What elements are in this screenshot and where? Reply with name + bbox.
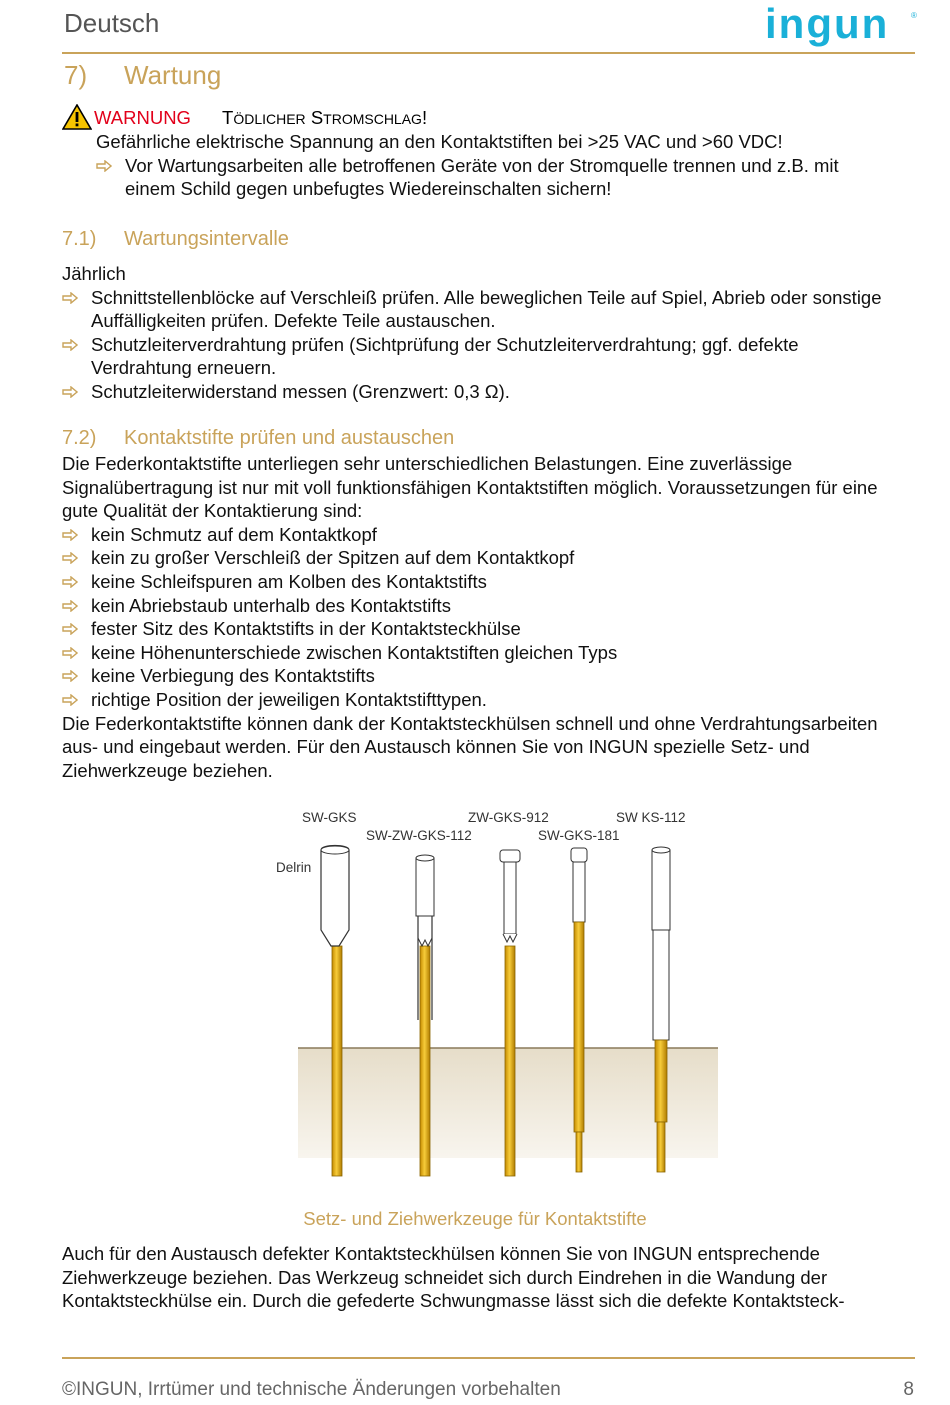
intro-paragraph: Die Federkontaktstifte unterliegen sehr unterschiedlichen Belastungen. Eine zuverlässige Signalübertragung ist nur mit voll funktionsfähigen Kontaktstiften möglich. Voraussetzungen für eine gute Qualität der Kontaktierung sind: bbox=[62, 453, 878, 522]
arrow-right-icon bbox=[62, 694, 78, 706]
figure-caption: Setz- und Ziehwerkzeuge für Kontaktstifte bbox=[303, 1208, 647, 1229]
label-sw-gks-181: SW-GKS-181 bbox=[538, 828, 620, 843]
section-title: Kontaktstifte prüfen und austauschen bbox=[124, 427, 455, 449]
section-7-2-heading bbox=[62, 427, 454, 450]
section-number: 7) bbox=[64, 60, 88, 90]
warning-instruction bbox=[96, 154, 916, 201]
footer-copyright: ©INGUN, Irrtümer und technische Änderungen vorbehalten bbox=[62, 1379, 561, 1400]
section-7-2-body bbox=[62, 452, 910, 782]
arrow-right-icon bbox=[62, 647, 78, 659]
arrow-right-icon bbox=[96, 160, 112, 172]
header-rule bbox=[62, 52, 915, 54]
list-item: kein Schmutz auf dem Kontaktkopf bbox=[62, 523, 910, 547]
section-number: 7.2) bbox=[62, 427, 97, 449]
section-7-heading bbox=[64, 60, 221, 91]
warning-text bbox=[96, 130, 916, 201]
arrow-right-icon bbox=[62, 576, 78, 588]
arrow-right-icon bbox=[62, 600, 78, 612]
section-7-1-body bbox=[62, 262, 902, 404]
svg-text:ingun: ingun bbox=[765, 4, 890, 47]
list-item: keine Schleifspuren am Kolben des Kontaktstifts bbox=[62, 570, 910, 594]
list-item: keine Höhenunterschiede zwischen Kontaktstiften gleichen Typs bbox=[62, 641, 910, 665]
closing-paragraph: Auch für den Austausch defekter Kontaktsteckhülsen können Sie von INGUN entsprechende Ziehwerkzeuge beziehen. Das Werkzeug schneidet sich durch Eindrehen in die Wandung der Kontaktsteckhülse ein. Durch die gefederte Schwungmasse lässt sich die defekte Kontaktsteck- bbox=[62, 1243, 845, 1312]
quality-list bbox=[62, 523, 910, 712]
warning-triangle-icon bbox=[62, 104, 92, 130]
warning-instruction-line2: einem Schild gegen unbefugtes Wiedereinschalten sichern! bbox=[125, 178, 612, 200]
interval-label: Jährlich bbox=[62, 263, 126, 284]
list-item: richtige Position der jeweiligen Kontaktstifttypen. bbox=[62, 688, 910, 712]
arrow-right-icon bbox=[62, 529, 78, 541]
tools-illustration bbox=[260, 808, 720, 1188]
page-number: 8 bbox=[903, 1379, 914, 1400]
section-title: Wartung bbox=[124, 60, 222, 90]
label-zw-gks-912: ZW-GKS-912 bbox=[468, 810, 549, 825]
warning-heading-end: ! bbox=[421, 107, 428, 128]
warning-heading-small1: ÖDLICHER bbox=[233, 111, 306, 127]
arrow-right-icon bbox=[62, 292, 78, 304]
warning-heading bbox=[222, 106, 427, 131]
arrow-right-icon bbox=[62, 623, 78, 635]
warning-heading-cap2: S bbox=[310, 107, 324, 128]
list-item: kein zu großer Verschleiß der Spitzen auf dem Kontaktkopf bbox=[62, 546, 910, 570]
label-sw-gks: SW-GKS bbox=[302, 810, 357, 825]
warning-line1: Gefährliche elektrische Spannung an den Kontaktstiften bei >25 VAC und >60 VDC! bbox=[96, 131, 783, 152]
label-sw-zw-gks-112: SW-ZW-GKS-112 bbox=[366, 828, 472, 843]
list-item: Schutzleiterwiderstand messen (Grenzwert: 0,3 Ω). bbox=[62, 380, 902, 404]
outro-paragraph: Die Federkontaktstifte können dank der Kontaktsteckhülsen schnell und ohne Verdrahtungsarbeiten aus- und eingebaut werden. Für den Austausch können Sie von INGUN spezielle Setz- und Ziehwerkzeuge beziehen. bbox=[62, 712, 878, 781]
warning-label: WARNUNG bbox=[94, 107, 191, 128]
arrow-right-icon bbox=[62, 670, 78, 682]
list-item: Schutzleiterverdrahtung prüfen (Sichtprüfung der Schutzleiterverdrahtung; ggf. defekte Verdrahtung erneuern. bbox=[62, 333, 902, 380]
warning-heading-small2: TROMSCHLAG bbox=[323, 111, 422, 127]
footer-rule bbox=[62, 1357, 915, 1359]
warning-heading-cap1: T bbox=[222, 107, 234, 128]
list-item: fester Sitz des Kontaktstifts in der Kontaktsteckhülse bbox=[62, 617, 910, 641]
warning-instruction-line1: Vor Wartungsarbeiten alle betroffenen Geräte von der Stromquelle trennen und z.B. mit bbox=[125, 154, 839, 176]
list-item: kein Abriebstaub unterhalb des Kontaktstifts bbox=[62, 594, 910, 618]
label-delrin: Delrin bbox=[276, 860, 312, 875]
label-sw-ks-112: SW KS-112 bbox=[616, 810, 686, 825]
maintenance-list bbox=[62, 286, 902, 404]
arrow-right-icon bbox=[62, 552, 78, 564]
svg-text:®: ® bbox=[911, 11, 917, 20]
arrow-right-icon bbox=[62, 339, 78, 351]
section-number: 7.1) bbox=[62, 228, 97, 250]
header-language: Deutsch bbox=[64, 8, 160, 38]
list-item: Schnittstellenblöcke auf Verschleiß prüfen. Alle beweglichen Teile auf Spiel, Abrieb oder sonstige Auffälligkeiten prüfen. Defekte Teile austauschen. bbox=[62, 286, 902, 333]
arrow-right-icon bbox=[62, 386, 78, 398]
ingun-logo bbox=[765, 4, 917, 48]
section-title: Wartungsintervalle bbox=[124, 228, 289, 250]
list-item: keine Verbiegung des Kontaktstifts bbox=[62, 664, 910, 688]
section-7-1-heading bbox=[62, 228, 289, 251]
